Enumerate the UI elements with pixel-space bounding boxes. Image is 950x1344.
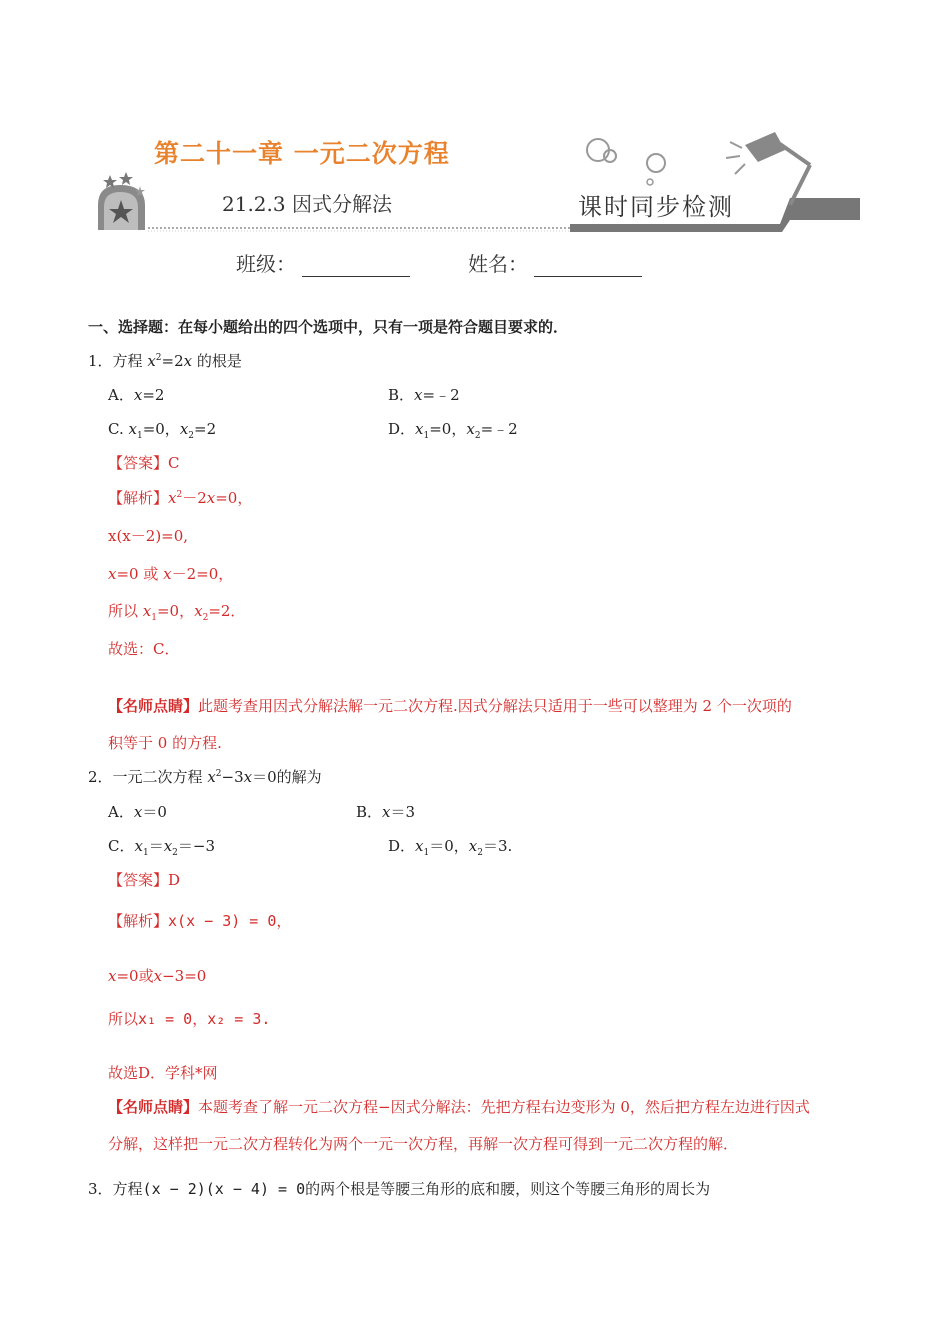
- q2-step2: x=0或x−3=0: [108, 967, 207, 985]
- q2-analysis: 【解析】x(x − 3) = 0，: [108, 912, 292, 930]
- chapter-title: 第二十一章 一元二次方程: [154, 139, 450, 168]
- q2-tip: 【名师点睛】本题考查了解一元二次方程−因式分解法：先把方程右边变形为 0，然后把方程左边进行因式: [108, 1098, 810, 1116]
- class-label: 班级：: [236, 252, 296, 276]
- q1-step4: 故选：C．: [108, 640, 180, 658]
- q2-option-c[interactable]: C．$x_1=x_2=-3$: [108, 837, 216, 858]
- name-blank[interactable]: [534, 258, 642, 277]
- question-1: 1．方程 $x^2=2x$ 的根是: [88, 352, 242, 370]
- q1-tip: 【名师点睛】此题考查用因式分解法解一元二次方程.因式分解法只适用于一些可以整理为 2 个一次项的: [108, 697, 792, 715]
- q1-option-b[interactable]: B．x=﹣2: [388, 386, 460, 404]
- q1-step1: x(x－2)=0,: [108, 527, 189, 545]
- q2-option-b[interactable]: B．x＝3: [356, 803, 416, 821]
- q1-analysis: 【解析】$x^2-2x=0$，: [108, 489, 253, 507]
- q1-step2: x=0 或 x－2=0，: [108, 565, 234, 583]
- desk-lamp-icon: [726, 132, 810, 205]
- q1-option-a[interactable]: A．x=2: [108, 386, 165, 404]
- star-badge-icon: [98, 172, 145, 230]
- q1-answer: 【答案】C: [108, 454, 180, 472]
- sync-check-badge: 课时同步检测: [578, 193, 734, 221]
- q2-tip-cont: 分解，这样把一元二次方程转化为两个一元一次方程，再解一次方程可得到一元二次方程的解．: [108, 1135, 739, 1153]
- section-title: 21.2.3 因式分解法: [222, 192, 392, 216]
- q1-tip-cont: 积等于 0 的方程.: [108, 734, 222, 752]
- q1-step3: 所以 $x_1=0$，$x_2=2$．: [108, 602, 246, 623]
- class-field: [236, 248, 410, 277]
- q2-option-a[interactable]: A．x＝0: [108, 803, 167, 821]
- class-blank[interactable]: [302, 258, 410, 277]
- q1-option-c[interactable]: C. $x_1=0$，$x_2=2$: [108, 420, 217, 441]
- question-2: 2．一元二次方程 $x^2-3x=0$的解为: [88, 768, 322, 786]
- instructions: 一、选择题：在每小题给出的四个选项中，只有一项是符合题目要求的．: [88, 318, 569, 336]
- q2-option-d[interactable]: D．$x_1=0$，$x_2=3$.: [388, 837, 513, 858]
- q1-option-d[interactable]: D．$x_1=0$，$x_2=﹣2$: [388, 420, 518, 441]
- name-label: 姓名：: [468, 252, 528, 276]
- name-field: [468, 248, 642, 277]
- q2-step3: 所以x₁ = 0，x₂ = 3.: [108, 1010, 271, 1028]
- q2-answer: 【答案】D: [108, 871, 181, 889]
- q2-step4: 故选D．学科*网: [108, 1064, 218, 1082]
- question-3: 3．方程(x − 2)(x − 4) = 0的两个根是等腰三角形的底和腰，则这个等腰三角形的周长为: [88, 1180, 711, 1198]
